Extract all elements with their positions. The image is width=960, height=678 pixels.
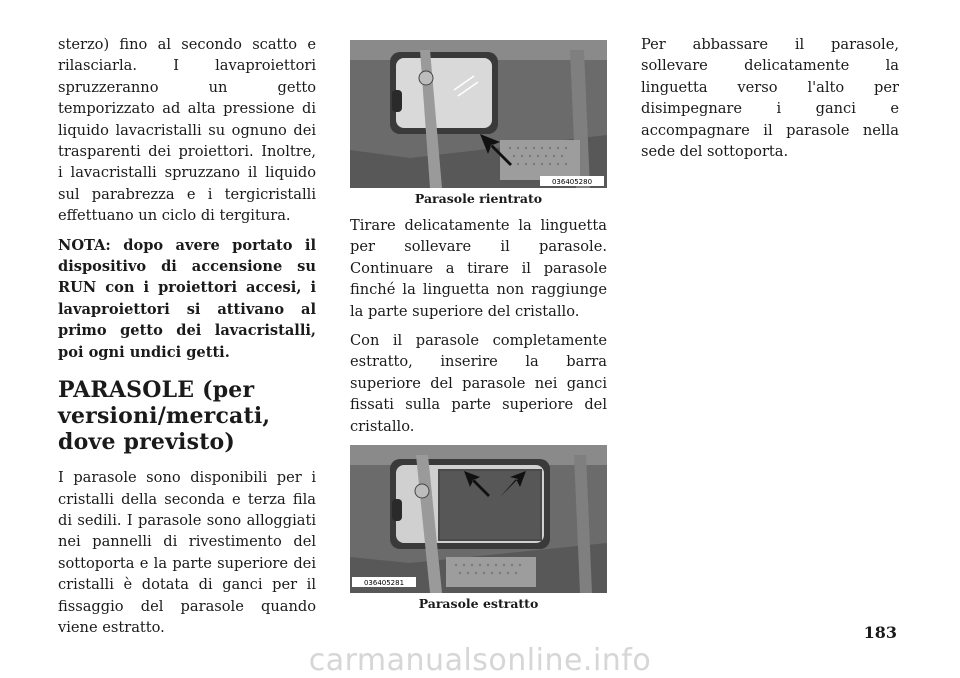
watermark: carmanualsonline.info: [308, 643, 652, 678]
body-paragraph: sterzo) fino al secondo scatto e rilasciarla. I lavaproiettori spruzzeranno un getto temporizzato ad alta pressione di liquido lavacristalli su ognuno dei trasparenti dei proiettori. Inoltre, i lavacristalli spruzzano il liquido sul parabrezza e i tergicristalli effettuano un ciclo di tergitura.: [58, 36, 316, 225]
left-column: [58, 34, 316, 646]
right-column: [641, 34, 899, 170]
note-paragraph: NOTA: dopo avere portato il dispositivo di accensione su RUN con i proiettori accesi, i lavaproiettori si attivano al primo getto dei lavacristalli, poi ogni undici getti.: [58, 236, 316, 361]
figure-sunshade-retracted: [350, 40, 607, 206]
figure-code: 036405280: [551, 178, 593, 186]
body-paragraph: Tirare delicatamente la linguetta per sollevare il parasole. Continuare a tirare il parasole finché la linguetta non raggiunge la parte superiore del cristallo.: [350, 217, 607, 320]
figure-caption: Parasole estratto: [418, 596, 539, 612]
figure-sunshade-extended: [350, 445, 607, 611]
section-heading: PARASOLE (per versioni/mercati, dove previsto): [58, 377, 271, 456]
sunshade-retracted-illustration: [350, 40, 607, 188]
page-number: 183: [863, 623, 897, 642]
body-paragraph: I parasole sono disponibili per i cristalli della seconda e terza fila di sedili. I parasole sono alloggiati nei pannelli di rivestimento del sottoporta e la parte superiore dei cristalli è dotata di ganci per il fissaggio del parasole quando viene estratto.: [58, 469, 316, 636]
body-paragraph: Con il parasole completamente estratto, inserire la barra superiore del parasole nei ganci fissati sulla parte superiore del cristallo.: [350, 332, 607, 435]
middle-column: [350, 40, 607, 620]
body-paragraph: Per abbassare il parasole, sollevare delicatamente la linguetta verso l'alto per disimpegnare i ganci e accompagnare il parasole nella sede del sottoporta.: [641, 36, 899, 161]
figure-code: 036405281: [363, 579, 405, 588]
figure-caption: Parasole rientrato: [414, 191, 543, 206]
sunshade-extended-illustration: [350, 445, 607, 593]
